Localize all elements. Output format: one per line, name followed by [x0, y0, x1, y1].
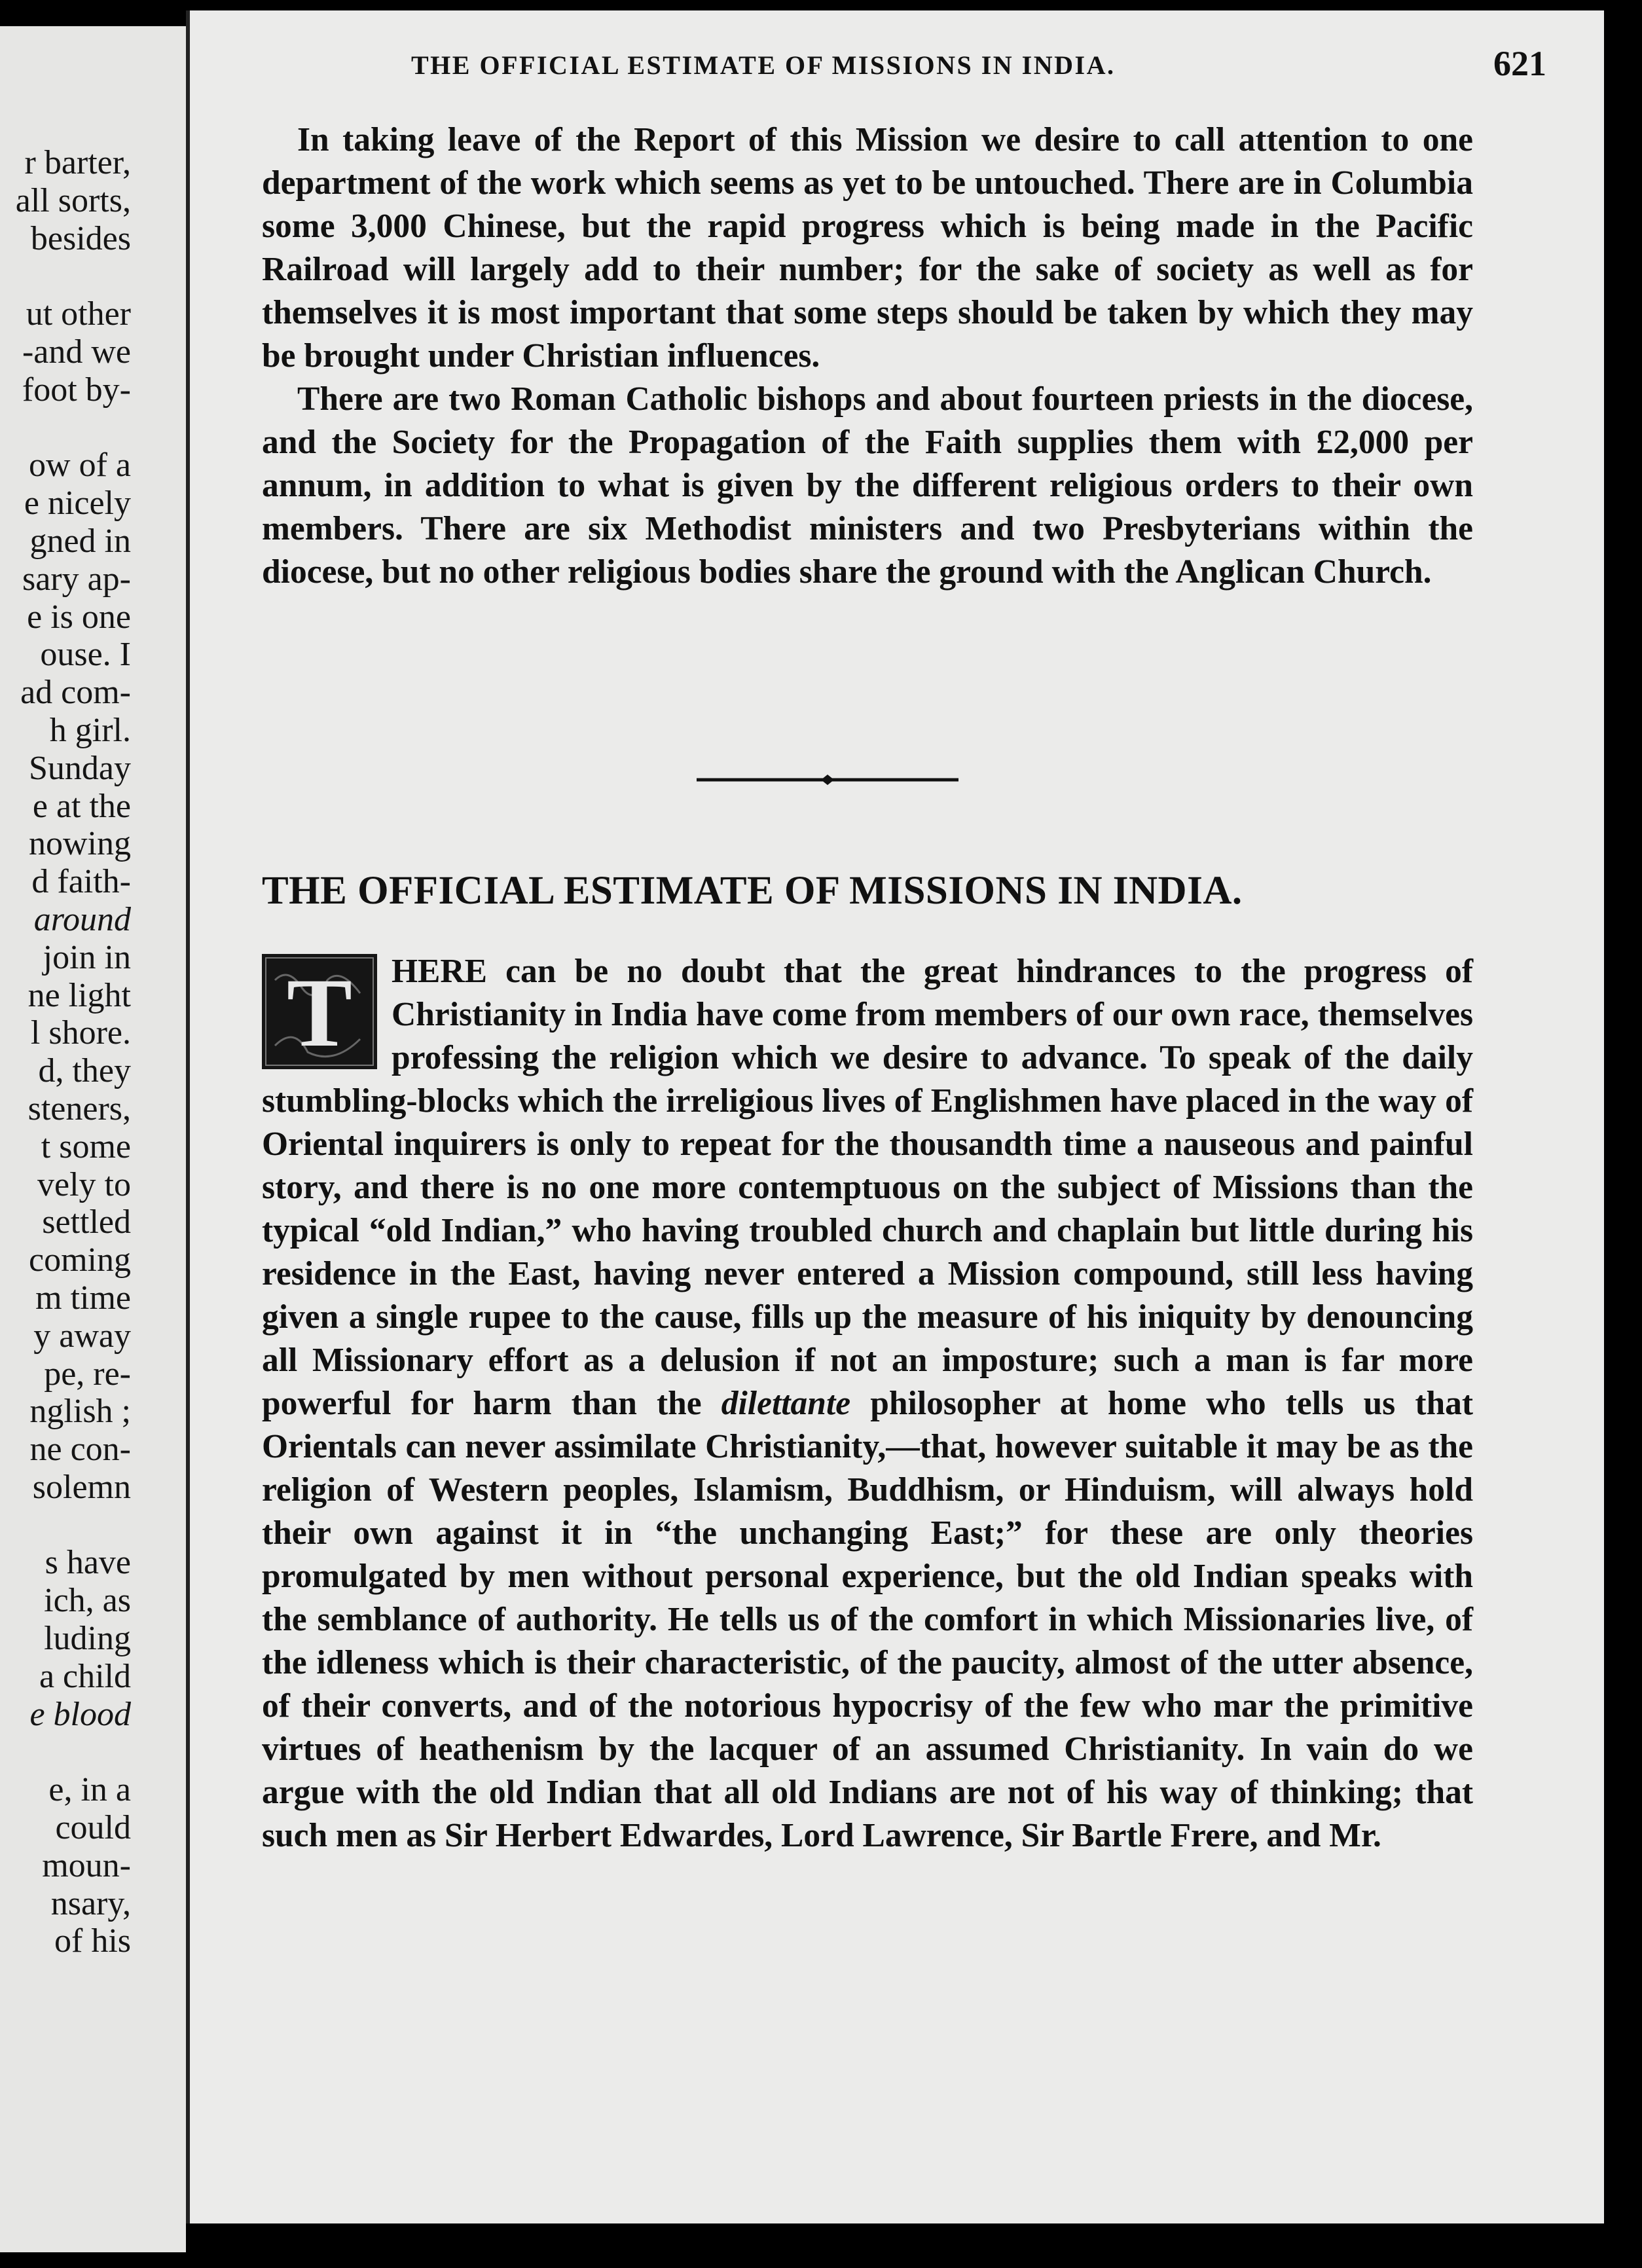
paragraph: There are two Roman Catholic bishops and about fourteen priests in the diocese, and the Society for the Propagation of the Faith supplies them with £2,000 per annum, in addition to what is given by the different religious orders to their own members. There are six Methodist ministers and two Presbyterians within the diocese, but no other religious bodies share the ground with the Anglican Church. [262, 380, 1473, 591]
facing-page-line: e is one [27, 598, 131, 636]
facing-page-line: a child [39, 1657, 131, 1695]
facing-page-line: foot by- [22, 371, 131, 409]
paragraph-text: HERE can be no doubt that the great hindrances to the progress of Christianity in India have come from members of our own race, themselves professing the religion which we desire to advance. To speak of the daily stumbling-blocks which the irreligious lives of Englishmen have placed in the way of Oriental inquirers is only to repeat for the thousandth time a nauseous and painful story, and there is no one more contemptuous on the subject of Missions than the typical “old Indian,” who having troubled church and chaplain but little during his residence in the East, having never entered a Mission compound, still less having given a single rupee to the cause, fills up the measure of his iniquity by denouncing all Missionary effort as a delusion if not an imposture; such a man is far more powerful for harm than the [262, 953, 1473, 1422]
page-number: 621 [1493, 44, 1546, 83]
facing-page-line: nowing [29, 825, 131, 863]
facing-page-line: s have [45, 1544, 131, 1582]
facing-page-line: ad com- [20, 674, 131, 712]
facing-page-line: ut other [26, 295, 131, 333]
facing-page-line: m time [35, 1279, 131, 1317]
facing-page-line: r barter, [24, 144, 131, 181]
book-page [186, 10, 1604, 2223]
running-head: THE OFFICIAL ESTIMATE OF MISSIONS IN INDIA. [411, 50, 1116, 80]
facing-page-line: ow of a [29, 447, 131, 485]
paragraph-text-continued: philosopher at home who tells us that Orientals can never assimilate Christianity,—that, however suitable it may be as the religion of Western peoples, Islamism, Buddhism, or Hinduism, will always hold their own against it in “the unchanging East;” for these are only theories promulgated by men without personal experience, but the old Indian speaks with the semblance of authority. He tells us of the comfort in which Missionaries live, of the idleness which is their characteristic, of the paucity, almost of the utter absence, of their converts, and of the notorious hypocrisy of the few who mar the primitive virtues of heathenism by the lacquer of an assumed Christianity. In vain do we argue with the old Indian that all old Indians are not of his way of thinking; that such men as Sir Herbert Edwardes, Lord Lawrence, Sir Bartle Frere, and Mr. [262, 1385, 1474, 1854]
facing-page-line: nglish ; [29, 1393, 131, 1431]
facing-page-left [0, 26, 186, 2252]
facing-page-line: gned in [29, 522, 131, 560]
facing-page-line: luding [44, 1620, 131, 1658]
facing-page-line: -and we [22, 333, 131, 371]
article-title: THE OFFICIAL ESTIMATE OF MISSIONS IN INDIA. [262, 869, 1243, 913]
facing-page-line: all sorts, [15, 181, 131, 219]
facing-page-line: nsary, [50, 1884, 131, 1922]
facing-page-line: moun- [42, 1846, 131, 1884]
paragraph [262, 950, 1473, 1857]
facing-page-line: ich, as [44, 1582, 131, 1620]
facing-page-line: coming [29, 1241, 131, 1279]
facing-page-line: ne light [27, 976, 131, 1014]
italic-word: dilettante [721, 1385, 851, 1422]
line-gap [0, 1507, 131, 1545]
facing-page-line: e, in a [48, 1771, 131, 1809]
facing-page-line: d faith- [31, 863, 131, 901]
line-gap [0, 1733, 131, 1771]
facing-page-line: besides [30, 219, 131, 257]
facing-page-line: settled [42, 1203, 131, 1241]
facing-page-line: ne con- [29, 1431, 131, 1469]
svg-text:T: T [286, 959, 353, 1067]
facing-page-line: y away [33, 1317, 131, 1355]
facing-page-line: of his [54, 1922, 131, 1960]
facing-page-line: around [33, 900, 131, 938]
facing-page-line: d, they [38, 1052, 131, 1090]
facing-page-line: h girl. [49, 711, 131, 749]
facing-page-line: e at the [32, 787, 131, 825]
facing-page-text [0, 144, 131, 1960]
paragraph: In taking leave of the Report of this Mission we desire to call attention to one department of the work which seems as yet to be untouched. There are in Columbia some 3,000 Chinese, but the rapid progress which is being made in the Pacific Railroad will largely add to their number; for the sake of society as well as for themselves it is most important that some steps should be taken by which they may be brought under Christian influences. [262, 121, 1473, 375]
facing-page-line: ouse. I [40, 636, 131, 674]
facing-page-line: t some [41, 1127, 131, 1165]
facing-page-line: Sunday [29, 749, 131, 787]
facing-page-line: join in [43, 938, 131, 976]
facing-page-line: l shore. [30, 1014, 131, 1052]
facing-page-line: pe, re- [44, 1355, 131, 1393]
facing-page-line: solemn [32, 1468, 131, 1506]
facing-page-line: sary ap- [22, 560, 131, 598]
line-gap [0, 257, 131, 295]
facing-page-line: e nicely [24, 485, 131, 522]
article-body [262, 950, 1473, 1857]
section-divider-ornament [697, 773, 958, 786]
facing-page-line: vely to [37, 1165, 131, 1203]
drop-cap-initial [262, 954, 377, 1069]
line-gap [0, 409, 131, 447]
facing-page-line: steners, [27, 1089, 131, 1127]
previous-article-text [262, 119, 1473, 594]
facing-page-line: could [55, 1809, 131, 1847]
facing-page-line: e blood [29, 1695, 131, 1733]
